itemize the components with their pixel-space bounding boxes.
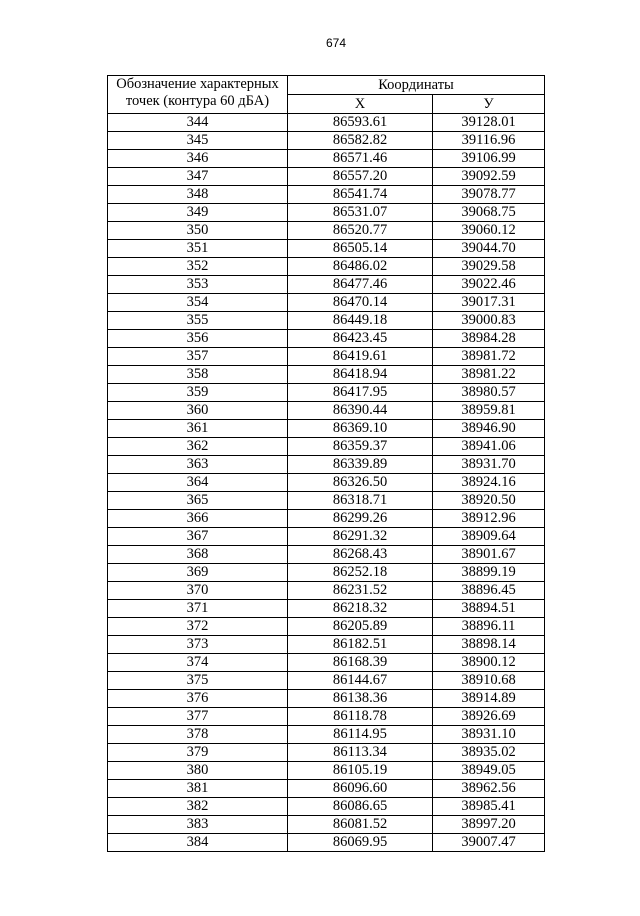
table-row bbox=[108, 834, 545, 852]
point-id-cell: 381 bbox=[108, 780, 288, 798]
point-id-cell: 356 bbox=[108, 330, 288, 348]
table-row bbox=[108, 384, 545, 402]
y-coordinate-cell: 38946.90 bbox=[433, 420, 545, 438]
point-id-cell: 344 bbox=[108, 114, 288, 132]
x-coordinate-cell: 86182.51 bbox=[288, 636, 433, 654]
table-row bbox=[108, 222, 545, 240]
point-id-cell: 380 bbox=[108, 762, 288, 780]
point-header-line1: Обозначение характерных bbox=[116, 76, 279, 92]
x-coordinate-cell: 86326.50 bbox=[288, 474, 433, 492]
y-coordinate-cell: 38980.57 bbox=[433, 384, 545, 402]
x-coordinate-cell: 86218.32 bbox=[288, 600, 433, 618]
y-coordinate-cell: 38962.56 bbox=[433, 780, 545, 798]
point-id-cell: 359 bbox=[108, 384, 288, 402]
x-header: X bbox=[288, 95, 433, 114]
point-id-cell: 347 bbox=[108, 168, 288, 186]
table-row bbox=[108, 204, 545, 222]
point-id-cell: 374 bbox=[108, 654, 288, 672]
table-row bbox=[108, 690, 545, 708]
table-row bbox=[108, 168, 545, 186]
x-coordinate-cell: 86114.95 bbox=[288, 726, 433, 744]
y-coordinate-cell: 38997.20 bbox=[433, 816, 545, 834]
point-id-cell: 375 bbox=[108, 672, 288, 690]
y-coordinate-cell: 38912.96 bbox=[433, 510, 545, 528]
table-row bbox=[108, 744, 545, 762]
table-row bbox=[108, 672, 545, 690]
x-coordinate-cell: 86096.60 bbox=[288, 780, 433, 798]
x-coordinate-cell: 86419.61 bbox=[288, 348, 433, 366]
point-id-cell: 362 bbox=[108, 438, 288, 456]
point-id-cell: 379 bbox=[108, 744, 288, 762]
table-row bbox=[108, 474, 545, 492]
table-row bbox=[108, 564, 545, 582]
table-row bbox=[108, 528, 545, 546]
x-coordinate-cell: 86318.71 bbox=[288, 492, 433, 510]
y-coordinate-cell: 38899.19 bbox=[433, 564, 545, 582]
point-id-cell: 372 bbox=[108, 618, 288, 636]
y-coordinate-cell: 38896.11 bbox=[433, 618, 545, 636]
y-coordinate-cell: 38910.68 bbox=[433, 672, 545, 690]
y-coordinate-cell: 39106.99 bbox=[433, 150, 545, 168]
x-coordinate-cell: 86369.10 bbox=[288, 420, 433, 438]
table-row bbox=[108, 240, 545, 258]
y-coordinate-cell: 39116.96 bbox=[433, 132, 545, 150]
point-id-cell: 353 bbox=[108, 276, 288, 294]
y-coordinate-cell: 38981.22 bbox=[433, 366, 545, 384]
table-row bbox=[108, 348, 545, 366]
table-row bbox=[108, 600, 545, 618]
y-coordinate-cell: 38894.51 bbox=[433, 600, 545, 618]
x-coordinate-cell: 86299.26 bbox=[288, 510, 433, 528]
x-coordinate-cell: 86541.74 bbox=[288, 186, 433, 204]
x-coordinate-cell: 86390.44 bbox=[288, 402, 433, 420]
point-id-cell: 348 bbox=[108, 186, 288, 204]
x-coordinate-cell: 86582.82 bbox=[288, 132, 433, 150]
y-coordinate-cell: 38909.64 bbox=[433, 528, 545, 546]
x-coordinate-cell: 86118.78 bbox=[288, 708, 433, 726]
table-row bbox=[108, 780, 545, 798]
table-row bbox=[108, 132, 545, 150]
table-row bbox=[108, 150, 545, 168]
point-id-cell: 371 bbox=[108, 600, 288, 618]
point-id-cell: 351 bbox=[108, 240, 288, 258]
page-number: 674 bbox=[325, 36, 347, 50]
x-coordinate-cell: 86291.32 bbox=[288, 528, 433, 546]
x-coordinate-cell: 86231.52 bbox=[288, 582, 433, 600]
point-id-cell: 345 bbox=[108, 132, 288, 150]
table-row bbox=[108, 492, 545, 510]
y-coordinate-cell: 38901.67 bbox=[433, 546, 545, 564]
point-id-cell: 383 bbox=[108, 816, 288, 834]
x-coordinate-cell: 86477.46 bbox=[288, 276, 433, 294]
point-id-cell: 363 bbox=[108, 456, 288, 474]
x-coordinate-cell: 86417.95 bbox=[288, 384, 433, 402]
point-id-cell: 350 bbox=[108, 222, 288, 240]
point-id-cell: 377 bbox=[108, 708, 288, 726]
table-row bbox=[108, 420, 545, 438]
y-coordinate-cell: 38984.28 bbox=[433, 330, 545, 348]
table-row bbox=[108, 276, 545, 294]
x-coordinate-cell: 86571.46 bbox=[288, 150, 433, 168]
x-coordinate-cell: 86268.43 bbox=[288, 546, 433, 564]
x-coordinate-cell: 86252.18 bbox=[288, 564, 433, 582]
y-coordinate-cell: 39017.31 bbox=[433, 294, 545, 312]
point-id-cell: 382 bbox=[108, 798, 288, 816]
x-coordinate-cell: 86069.95 bbox=[288, 834, 433, 852]
x-coordinate-cell: 86418.94 bbox=[288, 366, 433, 384]
y-coordinate-cell: 39060.12 bbox=[433, 222, 545, 240]
y-coordinate-cell: 39068.75 bbox=[433, 204, 545, 222]
point-id-cell: 355 bbox=[108, 312, 288, 330]
x-coordinate-cell: 86505.14 bbox=[288, 240, 433, 258]
table-row bbox=[108, 402, 545, 420]
point-id-cell: 366 bbox=[108, 510, 288, 528]
table-row bbox=[108, 456, 545, 474]
y-coordinate-cell: 38896.45 bbox=[433, 582, 545, 600]
coordinates-header: Координаты bbox=[288, 76, 545, 95]
table-row bbox=[108, 654, 545, 672]
point-id-cell: 369 bbox=[108, 564, 288, 582]
y-coordinate-cell: 38985.41 bbox=[433, 798, 545, 816]
point-id-cell: 358 bbox=[108, 366, 288, 384]
x-coordinate-cell: 86144.67 bbox=[288, 672, 433, 690]
table-row bbox=[108, 726, 545, 744]
coordinates-table bbox=[107, 75, 545, 852]
y-coordinate-cell: 38981.72 bbox=[433, 348, 545, 366]
x-coordinate-cell: 86168.39 bbox=[288, 654, 433, 672]
x-coordinate-cell: 86205.89 bbox=[288, 618, 433, 636]
point-id-cell: 365 bbox=[108, 492, 288, 510]
y-coordinate-cell: 38926.69 bbox=[433, 708, 545, 726]
table-row bbox=[108, 762, 545, 780]
point-id-cell: 361 bbox=[108, 420, 288, 438]
y-coordinate-cell: 39128.01 bbox=[433, 114, 545, 132]
table-row bbox=[108, 312, 545, 330]
x-coordinate-cell: 86531.07 bbox=[288, 204, 433, 222]
x-coordinate-cell: 86470.14 bbox=[288, 294, 433, 312]
table-row bbox=[108, 546, 545, 564]
y-coordinate-cell: 38920.50 bbox=[433, 492, 545, 510]
point-id-cell: 346 bbox=[108, 150, 288, 168]
y-header: У bbox=[433, 95, 545, 114]
table-row bbox=[108, 294, 545, 312]
table-header bbox=[108, 76, 545, 114]
y-coordinate-cell: 39078.77 bbox=[433, 186, 545, 204]
table-row bbox=[108, 816, 545, 834]
x-coordinate-cell: 86486.02 bbox=[288, 258, 433, 276]
table-row bbox=[108, 258, 545, 276]
x-coordinate-cell: 86113.34 bbox=[288, 744, 433, 762]
y-coordinate-cell: 38935.02 bbox=[433, 744, 545, 762]
x-coordinate-cell: 86593.61 bbox=[288, 114, 433, 132]
table-row bbox=[108, 510, 545, 528]
y-coordinate-cell: 38900.12 bbox=[433, 654, 545, 672]
x-coordinate-cell: 86105.19 bbox=[288, 762, 433, 780]
point-id-cell: 364 bbox=[108, 474, 288, 492]
x-coordinate-cell: 86557.20 bbox=[288, 168, 433, 186]
y-coordinate-cell: 38941.06 bbox=[433, 438, 545, 456]
table-row bbox=[108, 708, 545, 726]
table-row bbox=[108, 438, 545, 456]
point-id-cell: 376 bbox=[108, 690, 288, 708]
y-coordinate-cell: 39044.70 bbox=[433, 240, 545, 258]
table-body bbox=[108, 114, 545, 852]
x-coordinate-cell: 86359.37 bbox=[288, 438, 433, 456]
x-coordinate-cell: 86423.45 bbox=[288, 330, 433, 348]
point-id-cell: 378 bbox=[108, 726, 288, 744]
point-id-cell: 367 bbox=[108, 528, 288, 546]
point-id-cell: 370 bbox=[108, 582, 288, 600]
x-coordinate-cell: 86138.36 bbox=[288, 690, 433, 708]
y-coordinate-cell: 38949.05 bbox=[433, 762, 545, 780]
table-row bbox=[108, 330, 545, 348]
y-coordinate-cell: 38924.16 bbox=[433, 474, 545, 492]
table-row bbox=[108, 636, 545, 654]
point-id-cell: 360 bbox=[108, 402, 288, 420]
x-coordinate-cell: 86086.65 bbox=[288, 798, 433, 816]
table-row bbox=[108, 186, 545, 204]
point-id-cell: 384 bbox=[108, 834, 288, 852]
table-row bbox=[108, 582, 545, 600]
y-coordinate-cell: 38931.10 bbox=[433, 726, 545, 744]
y-coordinate-cell: 38914.89 bbox=[433, 690, 545, 708]
point-designation-header bbox=[108, 76, 288, 114]
y-coordinate-cell: 38959.81 bbox=[433, 402, 545, 420]
y-coordinate-cell: 39007.47 bbox=[433, 834, 545, 852]
table-row bbox=[108, 366, 545, 384]
y-coordinate-cell: 39000.83 bbox=[433, 312, 545, 330]
y-coordinate-cell: 39022.46 bbox=[433, 276, 545, 294]
point-id-cell: 354 bbox=[108, 294, 288, 312]
point-header-line2: точек (контура 60 дБА) bbox=[125, 93, 270, 109]
table-row bbox=[108, 798, 545, 816]
y-coordinate-cell: 39029.58 bbox=[433, 258, 545, 276]
point-id-cell: 349 bbox=[108, 204, 288, 222]
point-id-cell: 357 bbox=[108, 348, 288, 366]
point-id-cell: 368 bbox=[108, 546, 288, 564]
table-row bbox=[108, 114, 545, 132]
x-coordinate-cell: 86520.77 bbox=[288, 222, 433, 240]
x-coordinate-cell: 86449.18 bbox=[288, 312, 433, 330]
point-id-cell: 373 bbox=[108, 636, 288, 654]
y-coordinate-cell: 39092.59 bbox=[433, 168, 545, 186]
x-coordinate-cell: 86081.52 bbox=[288, 816, 433, 834]
table-row bbox=[108, 618, 545, 636]
y-coordinate-cell: 38931.70 bbox=[433, 456, 545, 474]
x-coordinate-cell: 86339.89 bbox=[288, 456, 433, 474]
point-id-cell: 352 bbox=[108, 258, 288, 276]
y-coordinate-cell: 38898.14 bbox=[433, 636, 545, 654]
